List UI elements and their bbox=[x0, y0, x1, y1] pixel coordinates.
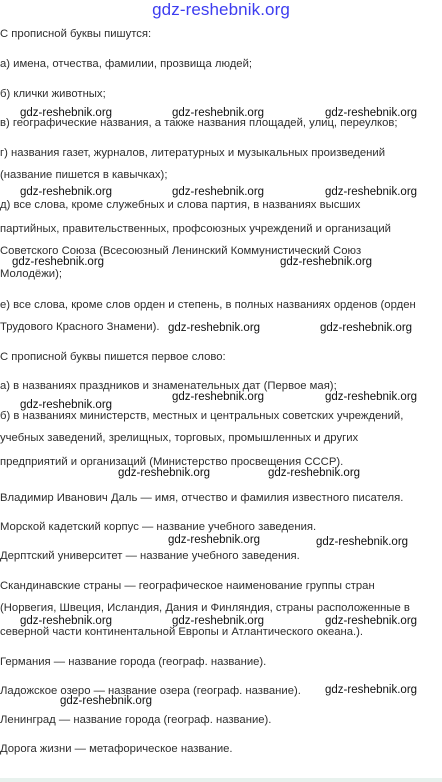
doc-line: предприятий и организаций (Министерство просвещения СССР). bbox=[0, 456, 344, 468]
doc-line: северной части континентальной Европы и Атлантического океана.). bbox=[0, 626, 364, 638]
watermark: gdz-reshebnik.org bbox=[316, 536, 409, 548]
watermark: gdz-reshebnik.org bbox=[168, 534, 261, 546]
watermark: gdz-reshebnik.org bbox=[168, 322, 261, 334]
doc-line: д) все слова, кроме служебных и слова партия, в названиях высших bbox=[0, 199, 361, 211]
site-brand: gdz-reshebnik.org bbox=[152, 0, 290, 19]
doc-line: Дорога жизни — метафорическое название. bbox=[0, 743, 233, 755]
doc-line: Молодёжи); bbox=[0, 268, 62, 280]
doc-line: учебных заведений, зрелищных, торговых, промышленных и других bbox=[0, 432, 359, 444]
watermark: gdz-reshebnik.org bbox=[118, 467, 211, 479]
watermark: gdz-reshebnik.org bbox=[172, 186, 265, 198]
doc-line: а) имена, отчества, фамилии, прозвища людей; bbox=[0, 58, 253, 70]
doc-line: Морской кадетский корпус — название учебного заведения. bbox=[0, 521, 317, 533]
watermark: gdz-reshebnik.org bbox=[325, 107, 418, 119]
watermark: gdz-reshebnik.org bbox=[268, 467, 361, 479]
doc-line: (название пишется в кавычках); bbox=[0, 169, 168, 181]
watermark: gdz-reshebnik.org bbox=[325, 391, 418, 403]
doc-line: С прописной буквы пишется первое слово: bbox=[0, 351, 226, 363]
doc-line: Трудового Красного Знамени). bbox=[0, 321, 160, 333]
doc-line: г) названия газет, журналов, литературных и музыкальных произведений bbox=[0, 147, 386, 159]
doc-line: С прописной буквы пишутся: bbox=[0, 28, 152, 40]
doc-line: партийных, правительственных, профсоюзных учреждений и организаций bbox=[0, 223, 391, 235]
doc-line: (Норвегия, Швеция, Исландия, Дания и Финляндия, страны расположенные в bbox=[0, 602, 410, 614]
watermark: gdz-reshebnik.org bbox=[20, 615, 113, 627]
doc-line: Владимир Иванович Даль — имя, отчество и фамилия известного писателя. bbox=[0, 492, 404, 504]
watermark: gdz-reshebnik.org bbox=[320, 322, 413, 334]
doc-line: в) географические названия, а также названия площадей, улиц, переулков; bbox=[0, 117, 398, 129]
doc-line: Скандинавские страны — географическое наименование группы стран bbox=[0, 580, 375, 592]
doc-line: Ладожское озеро — название озера (географ. название). bbox=[0, 685, 301, 697]
doc-line: Германия — название города (географ. название). bbox=[0, 656, 267, 668]
watermark: gdz-reshebnik.org bbox=[325, 684, 418, 696]
watermark: gdz-reshebnik.org bbox=[20, 186, 113, 198]
watermark: gdz-reshebnik.org bbox=[280, 256, 373, 268]
watermark: gdz-reshebnik.org bbox=[325, 615, 418, 627]
watermark: gdz-reshebnik.org bbox=[172, 615, 265, 627]
watermark: gdz-reshebnik.org bbox=[12, 256, 105, 268]
doc-line: Советского Союза (Всесоюзный Ленинский Коммунистический Союз bbox=[0, 245, 362, 257]
bottom-strip bbox=[0, 778, 442, 782]
watermark: gdz-reshebnik.org bbox=[172, 391, 265, 403]
doc-line: е) все слова, кроме слов орден и степень, в полных названиях орденов (орден bbox=[0, 299, 416, 311]
watermark: gdz-reshebnik.org bbox=[325, 186, 418, 198]
doc-line: Ленинград — название города (географ. название). bbox=[0, 714, 272, 726]
watermark: gdz-reshebnik.org bbox=[20, 399, 113, 411]
watermark: gdz-reshebnik.org bbox=[60, 695, 153, 707]
doc-line: б) клички животных; bbox=[0, 88, 106, 100]
doc-line: Дерптский университет — название учебного заведения. bbox=[0, 550, 300, 562]
watermark: gdz-reshebnik.org bbox=[172, 107, 265, 119]
watermark: gdz-reshebnik.org bbox=[20, 107, 113, 119]
doc-line: б) в названиях министерств, местных и центральных советских учреждений, bbox=[0, 410, 404, 422]
doc-line: а) в названиях праздников и знаменательных дат (Первое мая); bbox=[0, 380, 337, 392]
